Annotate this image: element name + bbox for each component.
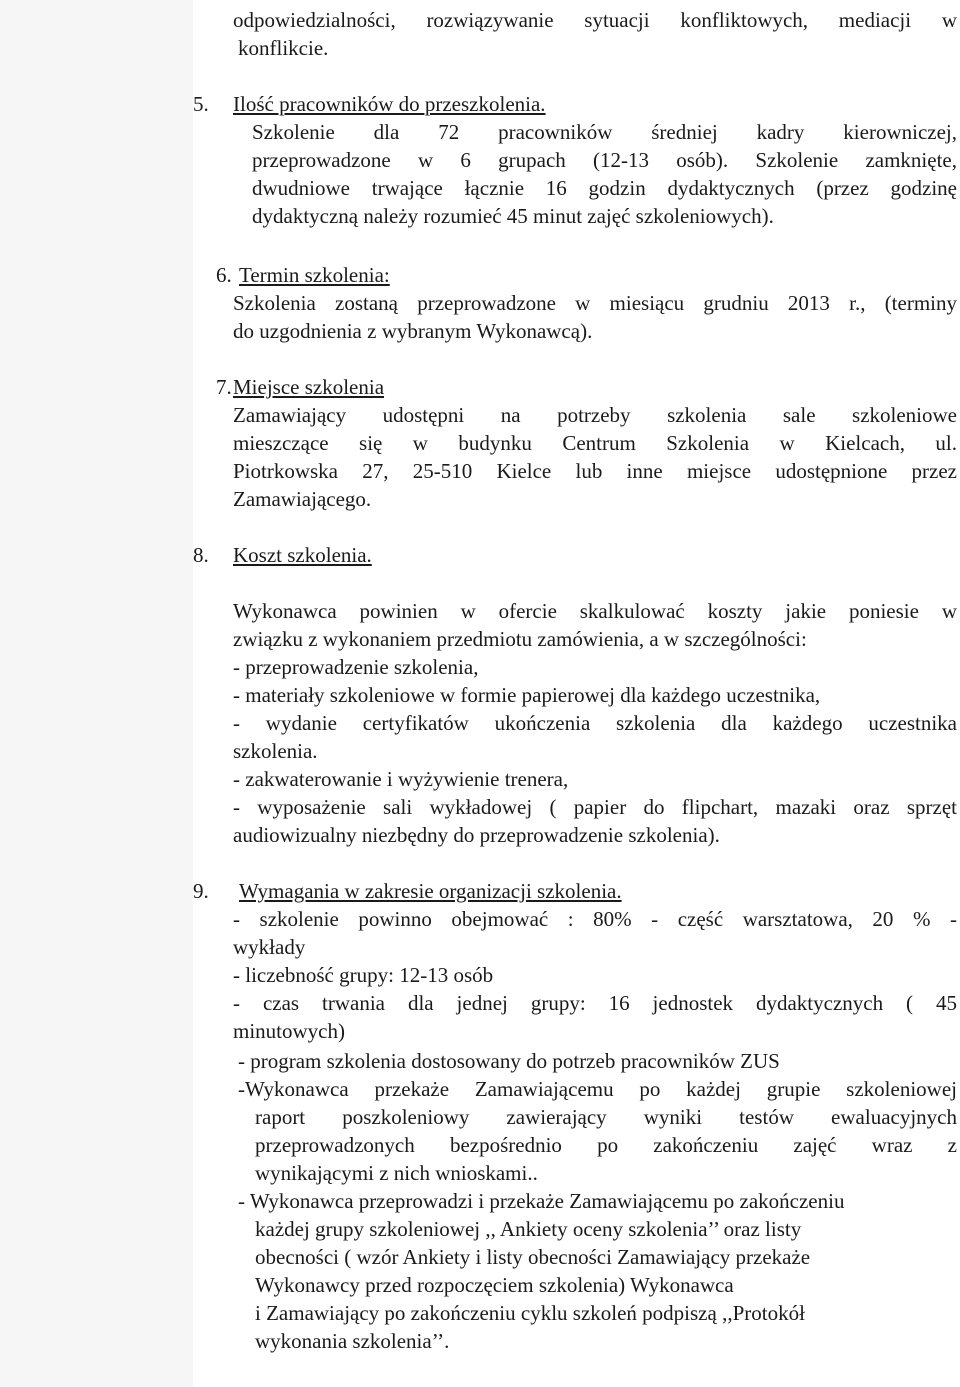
section-9-number: 9. xyxy=(193,879,209,903)
section-5-title: Ilość pracowników do przeszkolenia. xyxy=(233,92,546,116)
text-line: Zamawiającego. xyxy=(233,487,372,511)
text-line: mieszczące się w budynku Centrum Szkolenia w Kielcach, ul. xyxy=(233,431,957,455)
section-7-number: 7. xyxy=(216,375,232,399)
section-9-title: Wymagania w zakresie organizacji szkolenia. xyxy=(239,879,622,903)
text-line: audiowizualny niezbędny do przeprowadzenie szkolenia). xyxy=(233,823,720,847)
text-line: konflikcie. xyxy=(238,36,329,60)
text-line: Zamawiający udostępni na potrzeby szkolenia sale szkoleniowe xyxy=(233,403,957,427)
text-line: Wykonawcy przed rozpoczęciem szkolenia) Wykonawca xyxy=(255,1273,734,1297)
text-line: związku z wykonaniem przedmiotu zamówienia, a w szczególności: xyxy=(233,627,807,651)
text-line: dwudniowe trwające łącznie 16 godzin dydaktycznych (przez godzinę xyxy=(252,176,957,200)
text-line: wykłady xyxy=(233,935,306,959)
list-item: - czas trwania dla jednej grupy: 16 jednostek dydaktycznych ( 45 xyxy=(233,991,957,1015)
list-item: - szkolenie powinno obejmować : 80% - część warsztatowa, 20 % - xyxy=(233,907,957,931)
text-line: dydaktyczną należy rozumieć 45 minut zajęć szkoleniowych). xyxy=(252,204,774,228)
text-line: minutowych) xyxy=(233,1019,345,1043)
list-item: - Wykonawca przeprowadzi i przekaże Zamawiającemu po zakończeniu xyxy=(238,1189,845,1213)
text-line: odpowiedzialności, rozwiązywanie sytuacji konfliktowych, mediacji w xyxy=(233,8,957,32)
text-line: do uzgodnienia z wybranym Wykonawcą). xyxy=(233,319,593,343)
section-7-title: Miejsce szkolenia xyxy=(233,375,385,399)
list-item: - wyposażenie sali wykładowej ( papier do flipchart, mazaki oraz sprzęt xyxy=(233,795,957,819)
section-5-number: 5. xyxy=(193,92,209,116)
text-line: przeprowadzonych bezpośrednio po zakończeniu zajęć wraz z xyxy=(255,1133,957,1157)
list-item: - materiały szkoleniowe w formie papierowej dla każdego uczestnika, xyxy=(233,683,821,707)
list-item: - przeprowadzenie szkolenia, xyxy=(233,655,479,679)
section-6-number: 6. xyxy=(216,263,232,287)
text-line: wykonania szkolenia’’. xyxy=(255,1329,450,1353)
text-line: obecności ( wzór Ankiety i listy obecności Zamawiający przekaże xyxy=(255,1245,811,1269)
section-8-title: Koszt szkolenia. xyxy=(233,543,372,567)
section-8-number: 8. xyxy=(193,543,209,567)
list-item: - liczebność grupy: 12-13 osób xyxy=(233,963,494,987)
text-line: Piotrkowska 27, 25-510 Kielce lub inne miejsce udostępnione przez xyxy=(233,459,957,483)
list-item: - program szkolenia dostosowany do potrzeb pracowników ZUS xyxy=(238,1049,780,1073)
section-6-title: Termin szkolenia: xyxy=(239,263,390,287)
list-item: -Wykonawca przekaże Zamawiającemu po każdej grupie szkoleniowej xyxy=(238,1077,957,1101)
text-line: szkolenia. xyxy=(233,739,318,763)
page-left-margin xyxy=(0,0,193,1387)
text-line: wynikającymi z nich wnioskami.. xyxy=(255,1161,538,1185)
text-line: każdej grupy szkoleniowej ,, Ankiety oceny szkolenia’’ oraz listy xyxy=(255,1217,802,1241)
text-line: Szkolenia zostaną przeprowadzone w miesiącu grudniu 2013 r., (terminy xyxy=(233,291,957,315)
text-line: i Zamawiający po zakończeniu cyklu szkoleń podpiszą ,,Protokół xyxy=(255,1301,805,1325)
list-item: - zakwaterowanie i wyżywienie trenera, xyxy=(233,767,569,791)
text-line: Szkolenie dla 72 pracowników średniej kadry kierowniczej, xyxy=(252,120,957,144)
text-line: raport poszkoleniowy zawierający wyniki testów ewaluacyjnych xyxy=(255,1105,957,1129)
text-line: Wykonawca powinien w ofercie skalkulować koszty jakie poniesie w xyxy=(233,599,957,623)
text-line: przeprowadzone w 6 grupach (12-13 osób). Szkolenie zamknięte, xyxy=(252,148,957,172)
list-item: - wydanie certyfikatów ukończenia szkolenia dla każdego uczestnika xyxy=(233,711,957,735)
